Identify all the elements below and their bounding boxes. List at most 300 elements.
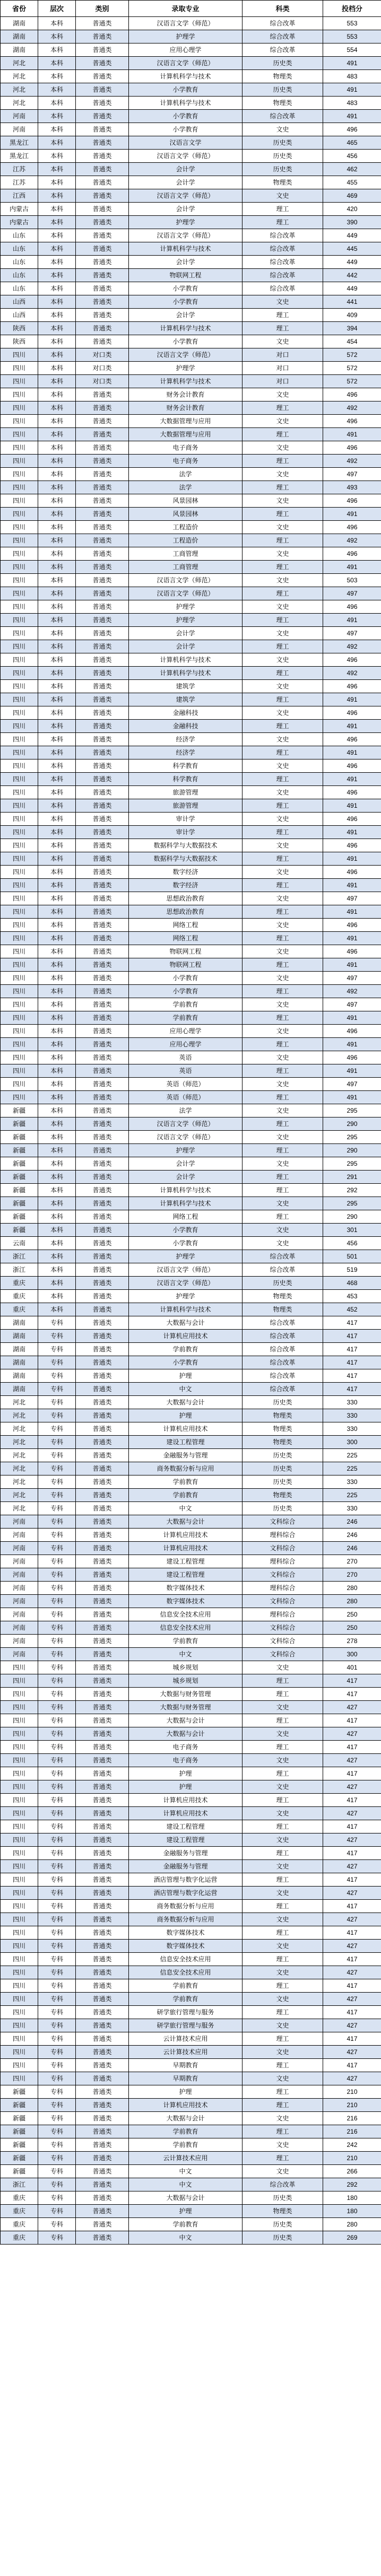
cell-category: 普通类 [76, 786, 129, 799]
cell-subject-type: 理工 [243, 985, 323, 998]
cell-subject-type: 历史类 [243, 1396, 323, 1409]
cell-subject-type: 综合改革 [243, 256, 323, 269]
cell-province: 河北 [1, 1462, 38, 1475]
cell-category: 普通类 [76, 110, 129, 123]
cell-category: 普通类 [76, 1595, 129, 1608]
cell-major: 法学 [129, 481, 243, 494]
cell-province: 河南 [1, 1568, 38, 1582]
cell-major: 护理学 [129, 614, 243, 627]
table-row [1, 1529, 381, 1542]
cell-score: 483 [323, 97, 381, 110]
cell-category: 普通类 [76, 97, 129, 110]
cell-subject-type: 文史 [243, 1833, 323, 1847]
cell-subject-type: 物理类 [243, 1290, 323, 1303]
cell-category: 普通类 [76, 1462, 129, 1475]
cell-level: 专科 [38, 1595, 76, 1608]
table-row [1, 547, 381, 561]
cell-subject-type: 物理类 [243, 70, 323, 83]
cell-subject-type: 文史 [243, 945, 323, 958]
cell-category: 普通类 [76, 839, 129, 852]
cell-subject-type: 历史类 [243, 1502, 323, 1515]
cell-major: 护理学 [129, 1290, 243, 1303]
cell-score: 250 [323, 1621, 381, 1635]
cell-score: 427 [323, 1807, 381, 1820]
cell-category: 普通类 [76, 1356, 129, 1369]
table-row [1, 97, 381, 110]
cell-level: 本科 [38, 335, 76, 348]
cell-province: 重庆 [1, 1290, 38, 1303]
cell-major: 护理学 [129, 1250, 243, 1263]
cell-province: 河北 [1, 1475, 38, 1489]
cell-subject-type: 文史 [243, 1701, 323, 1714]
cell-subject-type: 理工 [243, 1064, 323, 1078]
table-row [1, 401, 381, 415]
cell-province: 四川 [1, 600, 38, 614]
cell-subject-type: 历史类 [243, 2218, 323, 2231]
cell-level: 专科 [38, 1568, 76, 1582]
cell-province: 河南 [1, 1648, 38, 1661]
cell-level: 本科 [38, 508, 76, 521]
table-row [1, 1489, 381, 1502]
cell-subject-type: 历史类 [243, 1462, 323, 1475]
cell-score: 456 [323, 1237, 381, 1250]
cell-score: 225 [323, 1489, 381, 1502]
table-row [1, 1515, 381, 1529]
cell-province: 河北 [1, 1489, 38, 1502]
cell-subject-type: 文史 [243, 1807, 323, 1820]
table-row [1, 1038, 381, 1051]
cell-major: 汉语言文学（师范） [129, 57, 243, 70]
cell-major: 大数据与会计 [129, 1396, 243, 1409]
table-row [1, 1767, 381, 1780]
cell-level: 本科 [38, 481, 76, 494]
cell-category: 普通类 [76, 1993, 129, 2006]
cell-score: 417 [323, 1794, 381, 1807]
cell-subject-type: 理工 [243, 2152, 323, 2165]
cell-major: 小学教育 [129, 985, 243, 998]
cell-level: 本科 [38, 17, 76, 30]
cell-major: 小学教育 [129, 1224, 243, 1237]
cell-score: 417 [323, 2059, 381, 2072]
cell-category: 普通类 [76, 759, 129, 773]
cell-province: 四川 [1, 441, 38, 455]
cell-subject-type: 文史 [243, 866, 323, 879]
cell-category: 普通类 [76, 1913, 129, 1926]
table-row [1, 1701, 381, 1714]
header-score: 投档分 [323, 1, 381, 17]
cell-province: 新疆 [1, 2112, 38, 2125]
cell-score: 572 [323, 375, 381, 388]
cell-category: 普通类 [76, 1648, 129, 1661]
cell-level: 本科 [38, 30, 76, 43]
cell-level: 专科 [38, 2006, 76, 2019]
cell-score: 427 [323, 1754, 381, 1767]
cell-level: 专科 [38, 1979, 76, 1993]
cell-score: 291 [323, 1171, 381, 1184]
cell-province: 四川 [1, 362, 38, 375]
cell-province: 四川 [1, 972, 38, 985]
cell-province: 河南 [1, 123, 38, 136]
table-row [1, 1237, 381, 1250]
cell-score: 210 [323, 2085, 381, 2099]
cell-level: 专科 [38, 1674, 76, 1688]
cell-major: 大数据与会计 [129, 1714, 243, 1727]
table-row [1, 163, 381, 176]
cell-subject-type: 文科综合 [243, 1515, 323, 1529]
cell-subject-type: 理科综合 [243, 1555, 323, 1568]
table-row [1, 706, 381, 720]
cell-province: 新疆 [1, 2138, 38, 2152]
table-row [1, 1210, 381, 1224]
cell-score: 269 [323, 2231, 381, 2245]
cell-level: 专科 [38, 1926, 76, 1940]
cell-score: 491 [323, 852, 381, 866]
header-category: 类别 [76, 1, 129, 17]
cell-score: 295 [323, 1104, 381, 1117]
cell-score: 417 [323, 1674, 381, 1688]
table-row [1, 1078, 381, 1091]
cell-major: 科学教育 [129, 759, 243, 773]
cell-category: 普通类 [76, 2125, 129, 2138]
cell-level: 本科 [38, 401, 76, 415]
cell-score: 330 [323, 1422, 381, 1436]
cell-major: 风景园林 [129, 494, 243, 508]
cell-province: 四川 [1, 1688, 38, 1701]
cell-category: 普通类 [76, 826, 129, 839]
cell-score: 483 [323, 70, 381, 83]
cell-major: 汉语言文学（师范） [129, 1131, 243, 1144]
cell-score: 455 [323, 176, 381, 189]
cell-province: 新疆 [1, 1210, 38, 1224]
cell-category: 普通类 [76, 256, 129, 269]
cell-category: 普通类 [76, 1979, 129, 1993]
table-row [1, 2059, 381, 2072]
cell-subject-type: 理工 [243, 879, 323, 892]
cell-score: 210 [323, 2099, 381, 2112]
cell-major: 电子商务 [129, 455, 243, 468]
cell-major: 电子商务 [129, 1741, 243, 1754]
cell-subject-type: 理工 [243, 508, 323, 521]
table-row [1, 110, 381, 123]
table-row [1, 2085, 381, 2099]
cell-score: 216 [323, 2125, 381, 2138]
header-level: 层次 [38, 1, 76, 17]
table-row [1, 1608, 381, 1621]
cell-subject-type: 文史 [243, 1860, 323, 1873]
table-row [1, 2006, 381, 2019]
cell-subject-type: 综合改革 [243, 1383, 323, 1396]
cell-score: 456 [323, 150, 381, 163]
cell-category: 普通类 [76, 216, 129, 229]
cell-level: 本科 [38, 945, 76, 958]
cell-category: 普通类 [76, 2019, 129, 2032]
cell-subject-type: 文史 [243, 388, 323, 401]
table-row [1, 1316, 381, 1330]
cell-major: 学前教育 [129, 1343, 243, 1356]
cell-major: 护理 [129, 1767, 243, 1780]
cell-score: 496 [323, 839, 381, 852]
table-row [1, 468, 381, 481]
cell-category: 普通类 [76, 1224, 129, 1237]
table-row [1, 720, 381, 733]
table-row [1, 2178, 381, 2191]
table-row [1, 441, 381, 455]
table-row [1, 1568, 381, 1582]
cell-province: 四川 [1, 375, 38, 388]
cell-category: 普通类 [76, 455, 129, 468]
cell-province: 四川 [1, 720, 38, 733]
cell-province: 重庆 [1, 2191, 38, 2205]
cell-subject-type: 对口 [243, 348, 323, 362]
cell-subject-type: 理工 [243, 455, 323, 468]
cell-score: 491 [323, 1038, 381, 1051]
cell-subject-type: 历史类 [243, 1475, 323, 1489]
cell-category: 普通类 [76, 2046, 129, 2059]
cell-major: 网络工程 [129, 932, 243, 945]
table-row [1, 813, 381, 826]
cell-score: 496 [323, 547, 381, 561]
cell-major: 财务会计教育 [129, 401, 243, 415]
cell-category: 普通类 [76, 1860, 129, 1873]
cell-major: 计算机科学与技术 [129, 70, 243, 83]
cell-score: 496 [323, 759, 381, 773]
cell-category: 普通类 [76, 136, 129, 150]
cell-level: 本科 [38, 706, 76, 720]
cell-level: 本科 [38, 1078, 76, 1091]
table-row [1, 1117, 381, 1131]
cell-level: 专科 [38, 1701, 76, 1714]
cell-major: 护理 [129, 1409, 243, 1422]
cell-category: 普通类 [76, 428, 129, 441]
table-row [1, 2205, 381, 2218]
cell-subject-type: 文史 [243, 1727, 323, 1741]
cell-category: 普通类 [76, 17, 129, 30]
cell-subject-type: 文史 [243, 1237, 323, 1250]
cell-score: 496 [323, 600, 381, 614]
cell-score: 497 [323, 627, 381, 640]
cell-score: 417 [323, 1356, 381, 1369]
cell-score: 491 [323, 932, 381, 945]
cell-subject-type: 综合改革 [243, 30, 323, 43]
cell-level: 本科 [38, 759, 76, 773]
cell-category: 普通类 [76, 919, 129, 932]
cell-province: 四川 [1, 1727, 38, 1741]
cell-category: 普通类 [76, 388, 129, 401]
cell-province: 四川 [1, 1794, 38, 1807]
cell-major: 信息安全技术应用 [129, 1966, 243, 1979]
cell-major: 计算机应用技术 [129, 1330, 243, 1343]
cell-category: 普通类 [76, 2032, 129, 2046]
cell-category: 普通类 [76, 57, 129, 70]
cell-score: 417 [323, 1820, 381, 1833]
cell-major: 数字媒体技术 [129, 1926, 243, 1940]
cell-category: 普通类 [76, 1635, 129, 1648]
cell-category: 普通类 [76, 1820, 129, 1833]
cell-score: 295 [323, 1197, 381, 1210]
cell-province: 河北 [1, 57, 38, 70]
table-row [1, 1714, 381, 1727]
table-row [1, 216, 381, 229]
cell-subject-type: 理工 [243, 428, 323, 441]
cell-level: 本科 [38, 1157, 76, 1171]
cell-major: 会计学 [129, 627, 243, 640]
cell-category: 普通类 [76, 733, 129, 746]
table-row [1, 494, 381, 508]
table-row [1, 2099, 381, 2112]
cell-category: 普通类 [76, 1422, 129, 1436]
table-row [1, 1621, 381, 1635]
cell-score: 553 [323, 17, 381, 30]
table-row [1, 1436, 381, 1449]
cell-category: 普通类 [76, 932, 129, 945]
cell-province: 四川 [1, 706, 38, 720]
cell-level: 专科 [38, 1409, 76, 1422]
cell-score: 290 [323, 1210, 381, 1224]
cell-province: 四川 [1, 813, 38, 826]
cell-score: 468 [323, 1277, 381, 1290]
cell-category: 普通类 [76, 680, 129, 693]
cell-subject-type: 物理类 [243, 1422, 323, 1436]
cell-province: 内蒙古 [1, 203, 38, 216]
cell-province: 四川 [1, 587, 38, 600]
cell-major: 数字经济 [129, 879, 243, 892]
cell-level: 专科 [38, 1396, 76, 1409]
cell-score: 427 [323, 1887, 381, 1900]
cell-major: 计算机应用技术 [129, 1794, 243, 1807]
cell-level: 本科 [38, 640, 76, 653]
cell-category: 普通类 [76, 1582, 129, 1595]
cell-subject-type: 理工 [243, 1038, 323, 1051]
cell-category: 普通类 [76, 401, 129, 415]
cell-score: 553 [323, 30, 381, 43]
cell-level: 本科 [38, 203, 76, 216]
cell-major: 研学旅行管理与服务 [129, 2019, 243, 2032]
cell-province: 湖南 [1, 1316, 38, 1330]
cell-major: 会计学 [129, 203, 243, 216]
cell-major: 大数据与会计 [129, 1515, 243, 1529]
cell-score: 250 [323, 1608, 381, 1621]
cell-province: 四川 [1, 932, 38, 945]
cell-subject-type: 物理类 [243, 1436, 323, 1449]
cell-score: 427 [323, 1727, 381, 1741]
cell-score: 462 [323, 163, 381, 176]
table-row [1, 1542, 381, 1555]
cell-score: 270 [323, 1555, 381, 1568]
cell-province: 四川 [1, 1741, 38, 1754]
cell-province: 新疆 [1, 1144, 38, 1157]
cell-category: 普通类 [76, 1754, 129, 1767]
cell-category: 普通类 [76, 2152, 129, 2165]
cell-level: 本科 [38, 799, 76, 813]
cell-major: 汉语言文学（师范） [129, 17, 243, 30]
cell-subject-type: 理工 [243, 1688, 323, 1701]
cell-score: 496 [323, 919, 381, 932]
cell-level: 本科 [38, 1038, 76, 1051]
cell-province: 四川 [1, 1754, 38, 1767]
cell-subject-type: 理工 [243, 1171, 323, 1184]
cell-major: 应用心理学 [129, 1038, 243, 1051]
cell-subject-type: 理工 [243, 1714, 323, 1727]
cell-score: 496 [323, 945, 381, 958]
table-row [1, 1104, 381, 1117]
cell-level: 本科 [38, 932, 76, 945]
cell-subject-type: 文史 [243, 1051, 323, 1064]
cell-major: 会计学 [129, 163, 243, 176]
table-row [1, 2125, 381, 2138]
cell-level: 本科 [38, 229, 76, 242]
cell-subject-type: 理工 [243, 1926, 323, 1940]
cell-category: 普通类 [76, 1542, 129, 1555]
cell-level: 本科 [38, 57, 76, 70]
cell-score: 417 [323, 1688, 381, 1701]
table-row [1, 2032, 381, 2046]
cell-major: 数字媒体技术 [129, 1595, 243, 1608]
cell-score: 496 [323, 415, 381, 428]
cell-subject-type: 文史 [243, 919, 323, 932]
cell-category: 普通类 [76, 2059, 129, 2072]
cell-category: 普通类 [76, 1780, 129, 1794]
cell-major: 小学教育 [129, 295, 243, 309]
cell-level: 专科 [38, 1449, 76, 1462]
cell-province: 山东 [1, 269, 38, 282]
header-province: 省份 [1, 1, 38, 17]
cell-province: 新疆 [1, 2152, 38, 2165]
cell-score: 225 [323, 1462, 381, 1475]
cell-score: 449 [323, 282, 381, 295]
cell-score: 330 [323, 1502, 381, 1515]
cell-level: 本科 [38, 733, 76, 746]
cell-major: 计算机科学与技术 [129, 653, 243, 667]
table-row [1, 680, 381, 693]
table-row [1, 1475, 381, 1489]
cell-score: 572 [323, 348, 381, 362]
table-row [1, 508, 381, 521]
cell-province: 四川 [1, 799, 38, 813]
cell-score: 449 [323, 229, 381, 242]
cell-level: 本科 [38, 720, 76, 733]
cell-major: 学前教育 [129, 1979, 243, 1993]
cell-major: 小学教育 [129, 972, 243, 985]
cell-score: 491 [323, 773, 381, 786]
cell-subject-type: 理工 [243, 640, 323, 653]
cell-province: 四川 [1, 494, 38, 508]
cell-major: 计算机应用技术 [129, 1542, 243, 1555]
cell-subject-type: 文史 [243, 680, 323, 693]
cell-province: 湖南 [1, 30, 38, 43]
table-row [1, 972, 381, 985]
cell-major: 云计算技术应用 [129, 2152, 243, 2165]
cell-subject-type: 理工 [243, 1979, 323, 1993]
cell-province: 四川 [1, 640, 38, 653]
cell-score: 427 [323, 1833, 381, 1847]
cell-province: 四川 [1, 733, 38, 746]
cell-province: 四川 [1, 2072, 38, 2085]
cell-subject-type: 理工 [243, 2099, 323, 2112]
cell-province: 四川 [1, 866, 38, 879]
cell-major: 信息安全技术应用 [129, 1953, 243, 1966]
table-row [1, 1860, 381, 1873]
cell-level: 本科 [38, 150, 76, 163]
table-row [1, 203, 381, 216]
cell-level: 专科 [38, 2032, 76, 2046]
cell-province: 浙江 [1, 1250, 38, 1263]
cell-level: 本科 [38, 1303, 76, 1316]
cell-province: 新疆 [1, 1117, 38, 1131]
cell-level: 专科 [38, 1847, 76, 1860]
cell-level: 专科 [38, 1648, 76, 1661]
cell-province: 四川 [1, 1038, 38, 1051]
cell-level: 专科 [38, 2046, 76, 2059]
